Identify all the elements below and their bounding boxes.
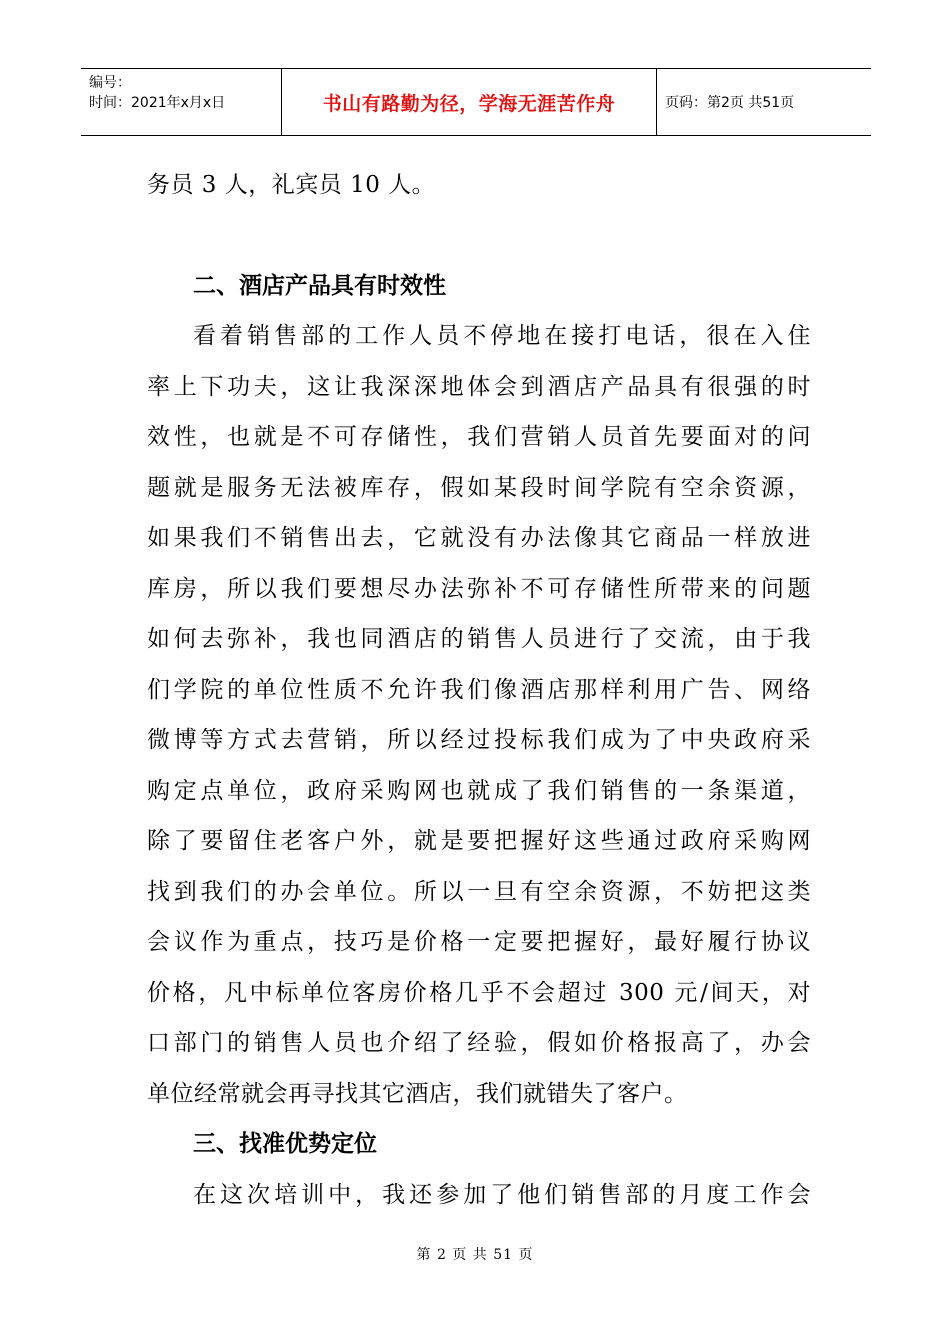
page-footer: 第 2 页 共 51 页 (416, 1247, 534, 1263)
paragraph-line: 微博等方式去营销，所以经过投标我们成为了中央政府采 (147, 727, 811, 753)
paragraph-line: 找到我们的办会单位。所以一旦有空余资源，不妨把这类 (147, 878, 811, 905)
paragraph-spacer (147, 211, 811, 261)
document-time-label: 时间：2021年x月x日 (89, 95, 226, 111)
document-number-label: 编号： (89, 75, 131, 91)
paragraph-line: 购定点单位，政府采购网也就成了我们销售的一条渠道， (147, 777, 811, 804)
paragraph-line: 除了要留住老客户外，就是要把握好这些通过政府采购网 (147, 828, 811, 854)
paragraph-line: 效性，也就是不可存储性，我们营销人员首先要面对的问 (147, 424, 811, 450)
paragraph-line: 们学院的单位性质不允许我们像酒店那样利用广告、网络 (147, 676, 811, 703)
paragraph-line: 库房，所以我们要想尽办法弥补不可存储性所带来的问题 (147, 575, 811, 602)
section-heading: 二、酒店产品具有时效性 (193, 272, 446, 299)
page-header (81, 68, 871, 136)
paragraph-line: 看着销售部的工作人员不停地在接打电话，很在入住 (193, 323, 811, 349)
header-meta-cell (81, 69, 282, 135)
paragraph-line: 单位经常就会再寻找其它酒店，我们就错失了客户。 (147, 1080, 688, 1107)
paragraph-line: 务员 3 人，礼宾员 10 人。 (147, 172, 436, 198)
paragraph-line: 如果我们不销售出去，它就没有办法像其它商品一样放进 (147, 525, 811, 551)
section-heading: 三、找准优势定位 (193, 1131, 377, 1157)
header-motto: 书山有路勤为径，学海无涯苦作舟 (282, 69, 657, 135)
paragraph-line: 如何去弥补，我也同酒店的销售人员进行了交流，由于我 (147, 626, 811, 652)
paragraph-line: 价格，凡中标单位客房价格几乎不会超过 300 元/间天，对 (147, 979, 811, 1006)
header-page-info: 页码：第2页 共51页 (665, 95, 795, 111)
paragraph-line: 题就是服务无法被库存，假如某段时间学院有空余资源， (147, 474, 811, 501)
document-body (147, 160, 811, 1220)
paragraph-line: 会议作为重点，技巧是价格一定要把握好，最好履行协议 (147, 929, 811, 955)
paragraph-line: 在这次培训中，我还参加了他们销售部的月度工作会 (193, 1181, 811, 1208)
paragraph-line: 口部门的销售人员也介绍了经验，假如价格报高了，办会 (147, 1030, 811, 1056)
paragraph-line: 率上下功夫，这让我深深地体会到酒店产品具有很强的时 (147, 373, 811, 400)
